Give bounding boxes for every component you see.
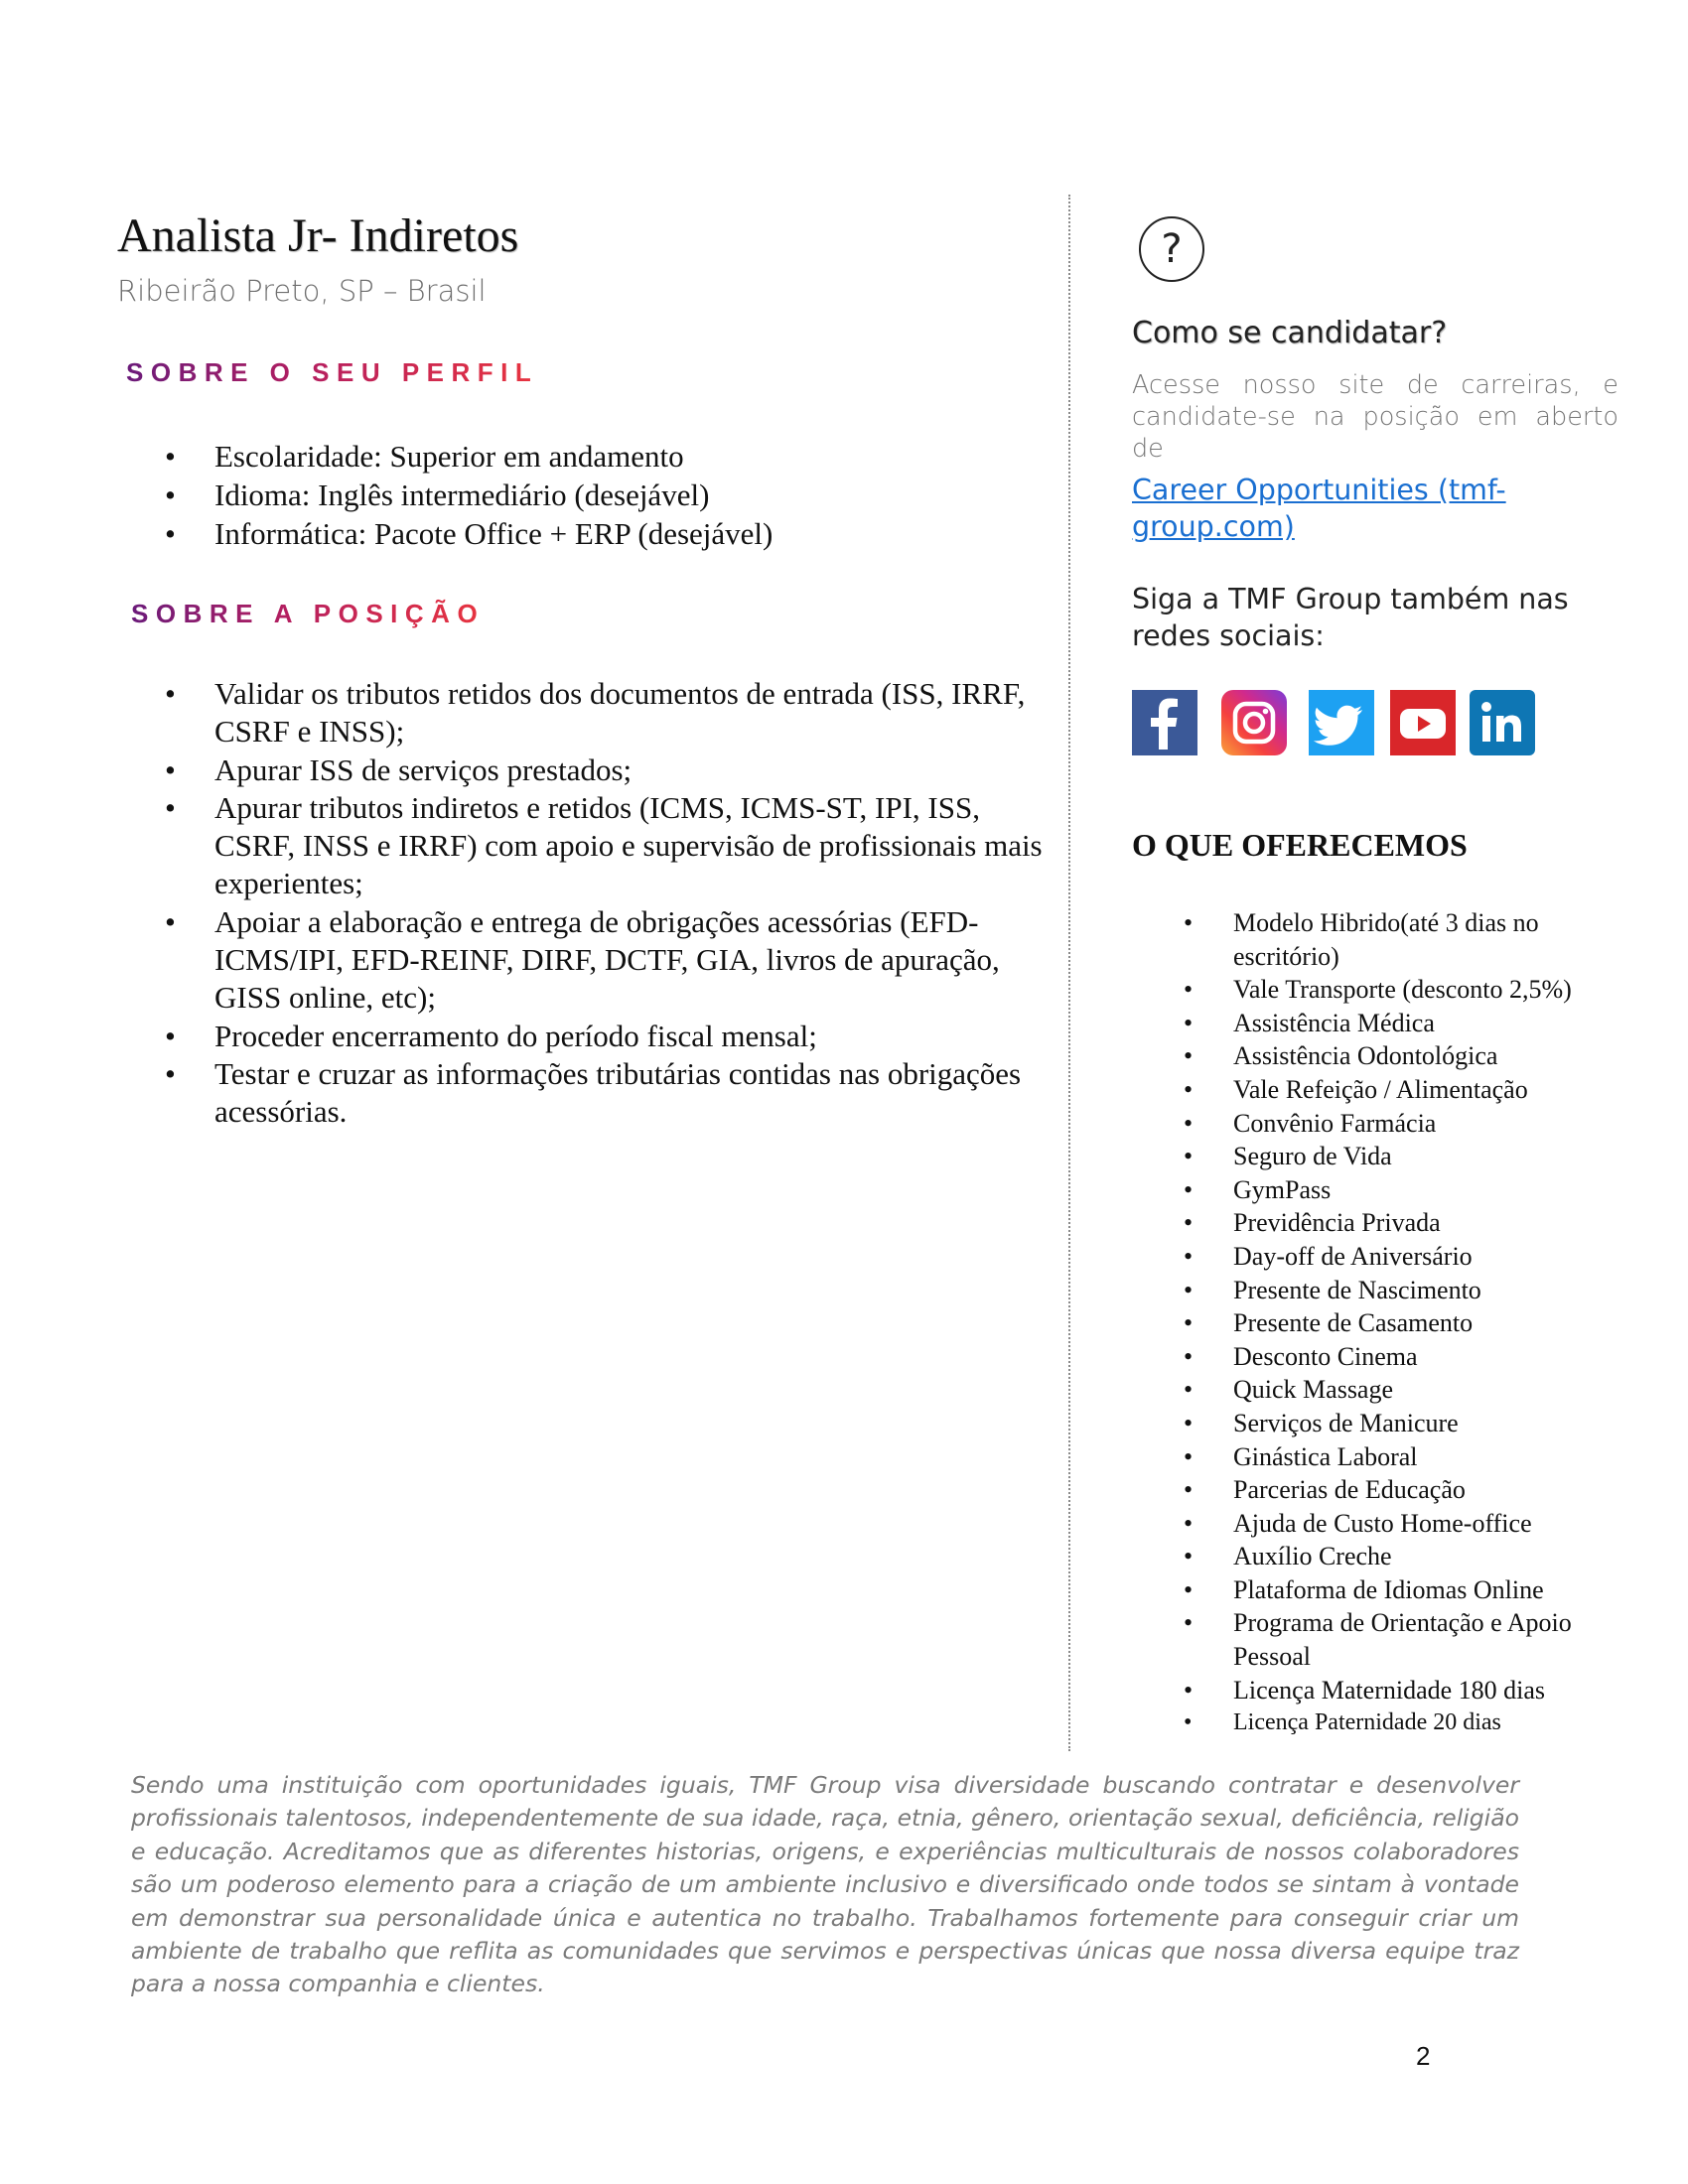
list-item: • Ajuda de Custo Home-office (1233, 1507, 1611, 1541)
list-item: • Previdência Privada (1233, 1206, 1611, 1240)
list-item: • Presente de Nascimento (1233, 1274, 1611, 1307)
list-item: • Parcerias de Educação (1233, 1473, 1611, 1507)
list-item: • Proceder encerramento do período fiscal mensal; (214, 1018, 1049, 1055)
list-item: • Modelo Hibrido(até 3 dias no escritório) (1233, 906, 1611, 973)
list-item: • Informática: Pacote Office + ERP (desejável) (214, 514, 1049, 553)
question-icon: ? (1139, 216, 1204, 282)
list-item: • Auxílio Creche (1233, 1540, 1611, 1573)
list-item: • Programa de Orientação e Apoio Pessoal (1233, 1606, 1611, 1673)
column-divider (1068, 195, 1070, 1751)
profile-list (214, 437, 1049, 553)
list-item: • Idioma: Inglês intermediário (desejável) (214, 476, 1049, 514)
job-title: Analista Jr- Indiretos (117, 209, 519, 262)
list-item: • Escolaridade: Superior em andamento (214, 437, 1049, 476)
career-opportunities-link[interactable]: Career Opportunities (tmf-group.com) (1132, 474, 1506, 543)
offers-list (1233, 906, 1611, 1740)
list-item: • Vale Transporte (desconto 2,5%) (1233, 973, 1611, 1007)
list-item: • Seguro de Vida (1233, 1140, 1611, 1173)
list-item: • Validar os tributos retidos dos documentos de entrada (ISS, IRRF, CSRF e INSS); (214, 675, 1049, 751)
follow-text: Siga a TMF Group também nas redes sociais: (1132, 583, 1569, 652)
instagram-icon[interactable] (1221, 690, 1287, 755)
list-item: • Plataforma de Idiomas Online (1233, 1573, 1611, 1607)
twitter-icon[interactable] (1309, 690, 1374, 755)
list-item: • Desconto Cinema (1233, 1340, 1611, 1374)
list-item: • Presente de Casamento (1233, 1306, 1611, 1340)
list-item: • Convênio Farmácia (1233, 1107, 1611, 1141)
diversity-disclaimer: Sendo uma instituição com oportunidades iguais, TMF Group visa diversidade buscando contratar e desenvolver profissionais talentosos, independentemente de sua idade, raça, etnia, gênero, orientação sexual, deficiência, religião e educação. Acreditamos que as diferentes historias, origens, e experiências multiculturais de nossos colaboradores são um poderoso elemento para a criação de um ambiente inclusivo e diversificado onde todos se sintam à vontade em demonstrar sua personalidade única e autentica no trabalho. Trabalhamos fortemente para conseguir criar um ambiente de trabalho que reflita as comunidades que servimos e perspectivas únicas que nossa diversa equipe traz para a nossa companhia e clientes. (131, 1771, 1519, 1998)
list-item: • Day-off de Aniversário (1233, 1240, 1611, 1274)
page-number: 2 (1416, 2041, 1431, 2071)
apply-text: Acesse nosso site de carreiras, e candidate-se na posição em aberto de (1132, 370, 1618, 464)
list-item: • Apurar ISS de serviços prestados; (214, 751, 1049, 789)
youtube-icon[interactable] (1390, 690, 1456, 755)
list-item: • Testar e cruzar as informações tributárias contidas nas obrigações acessórias. (214, 1055, 1049, 1132)
profile-heading: SOBRE O SEU PERFIL (126, 357, 539, 387)
offers-heading: O QUE OFERECEMOS (1132, 827, 1468, 863)
apply-heading: Como se candidatar? (1132, 316, 1448, 350)
linkedin-icon[interactable] (1470, 690, 1535, 755)
list-item: • Assistência Médica (1233, 1007, 1611, 1040)
job-location: Ribeirão Preto, SP – Brasil (117, 274, 487, 308)
facebook-icon[interactable] (1132, 690, 1197, 755)
position-heading: SOBRE A POSIÇÃO (131, 599, 486, 628)
list-item: • Licença Paternidade 20 dias (1233, 1706, 1611, 1740)
list-item: • Quick Massage (1233, 1373, 1611, 1407)
list-item: • GymPass (1233, 1173, 1611, 1207)
list-item: • Vale Refeição / Alimentação (1233, 1073, 1611, 1107)
list-item: • Serviços de Manicure (1233, 1407, 1611, 1440)
list-item: • Apoiar a elaboração e entrega de obrigações acessórias (EFD-ICMS/IPI, EFD-REINF, DIRF, DCTF, GIA, livros de apuração, GISS online, etc); (214, 903, 1049, 1018)
position-list (214, 675, 1049, 1132)
list-item: • Apurar tributos indiretos e retidos (ICMS, ICMS-ST, IPI, ISS, CSRF, INSS e IRRF) com apoio e supervisão de profissionais mais experientes; (214, 789, 1049, 903)
list-item: • Assistência Odontológica (1233, 1039, 1611, 1073)
list-item: • Licença Maternidade 180 dias (1233, 1674, 1611, 1707)
list-item: • Ginástica Laboral (1233, 1440, 1611, 1474)
